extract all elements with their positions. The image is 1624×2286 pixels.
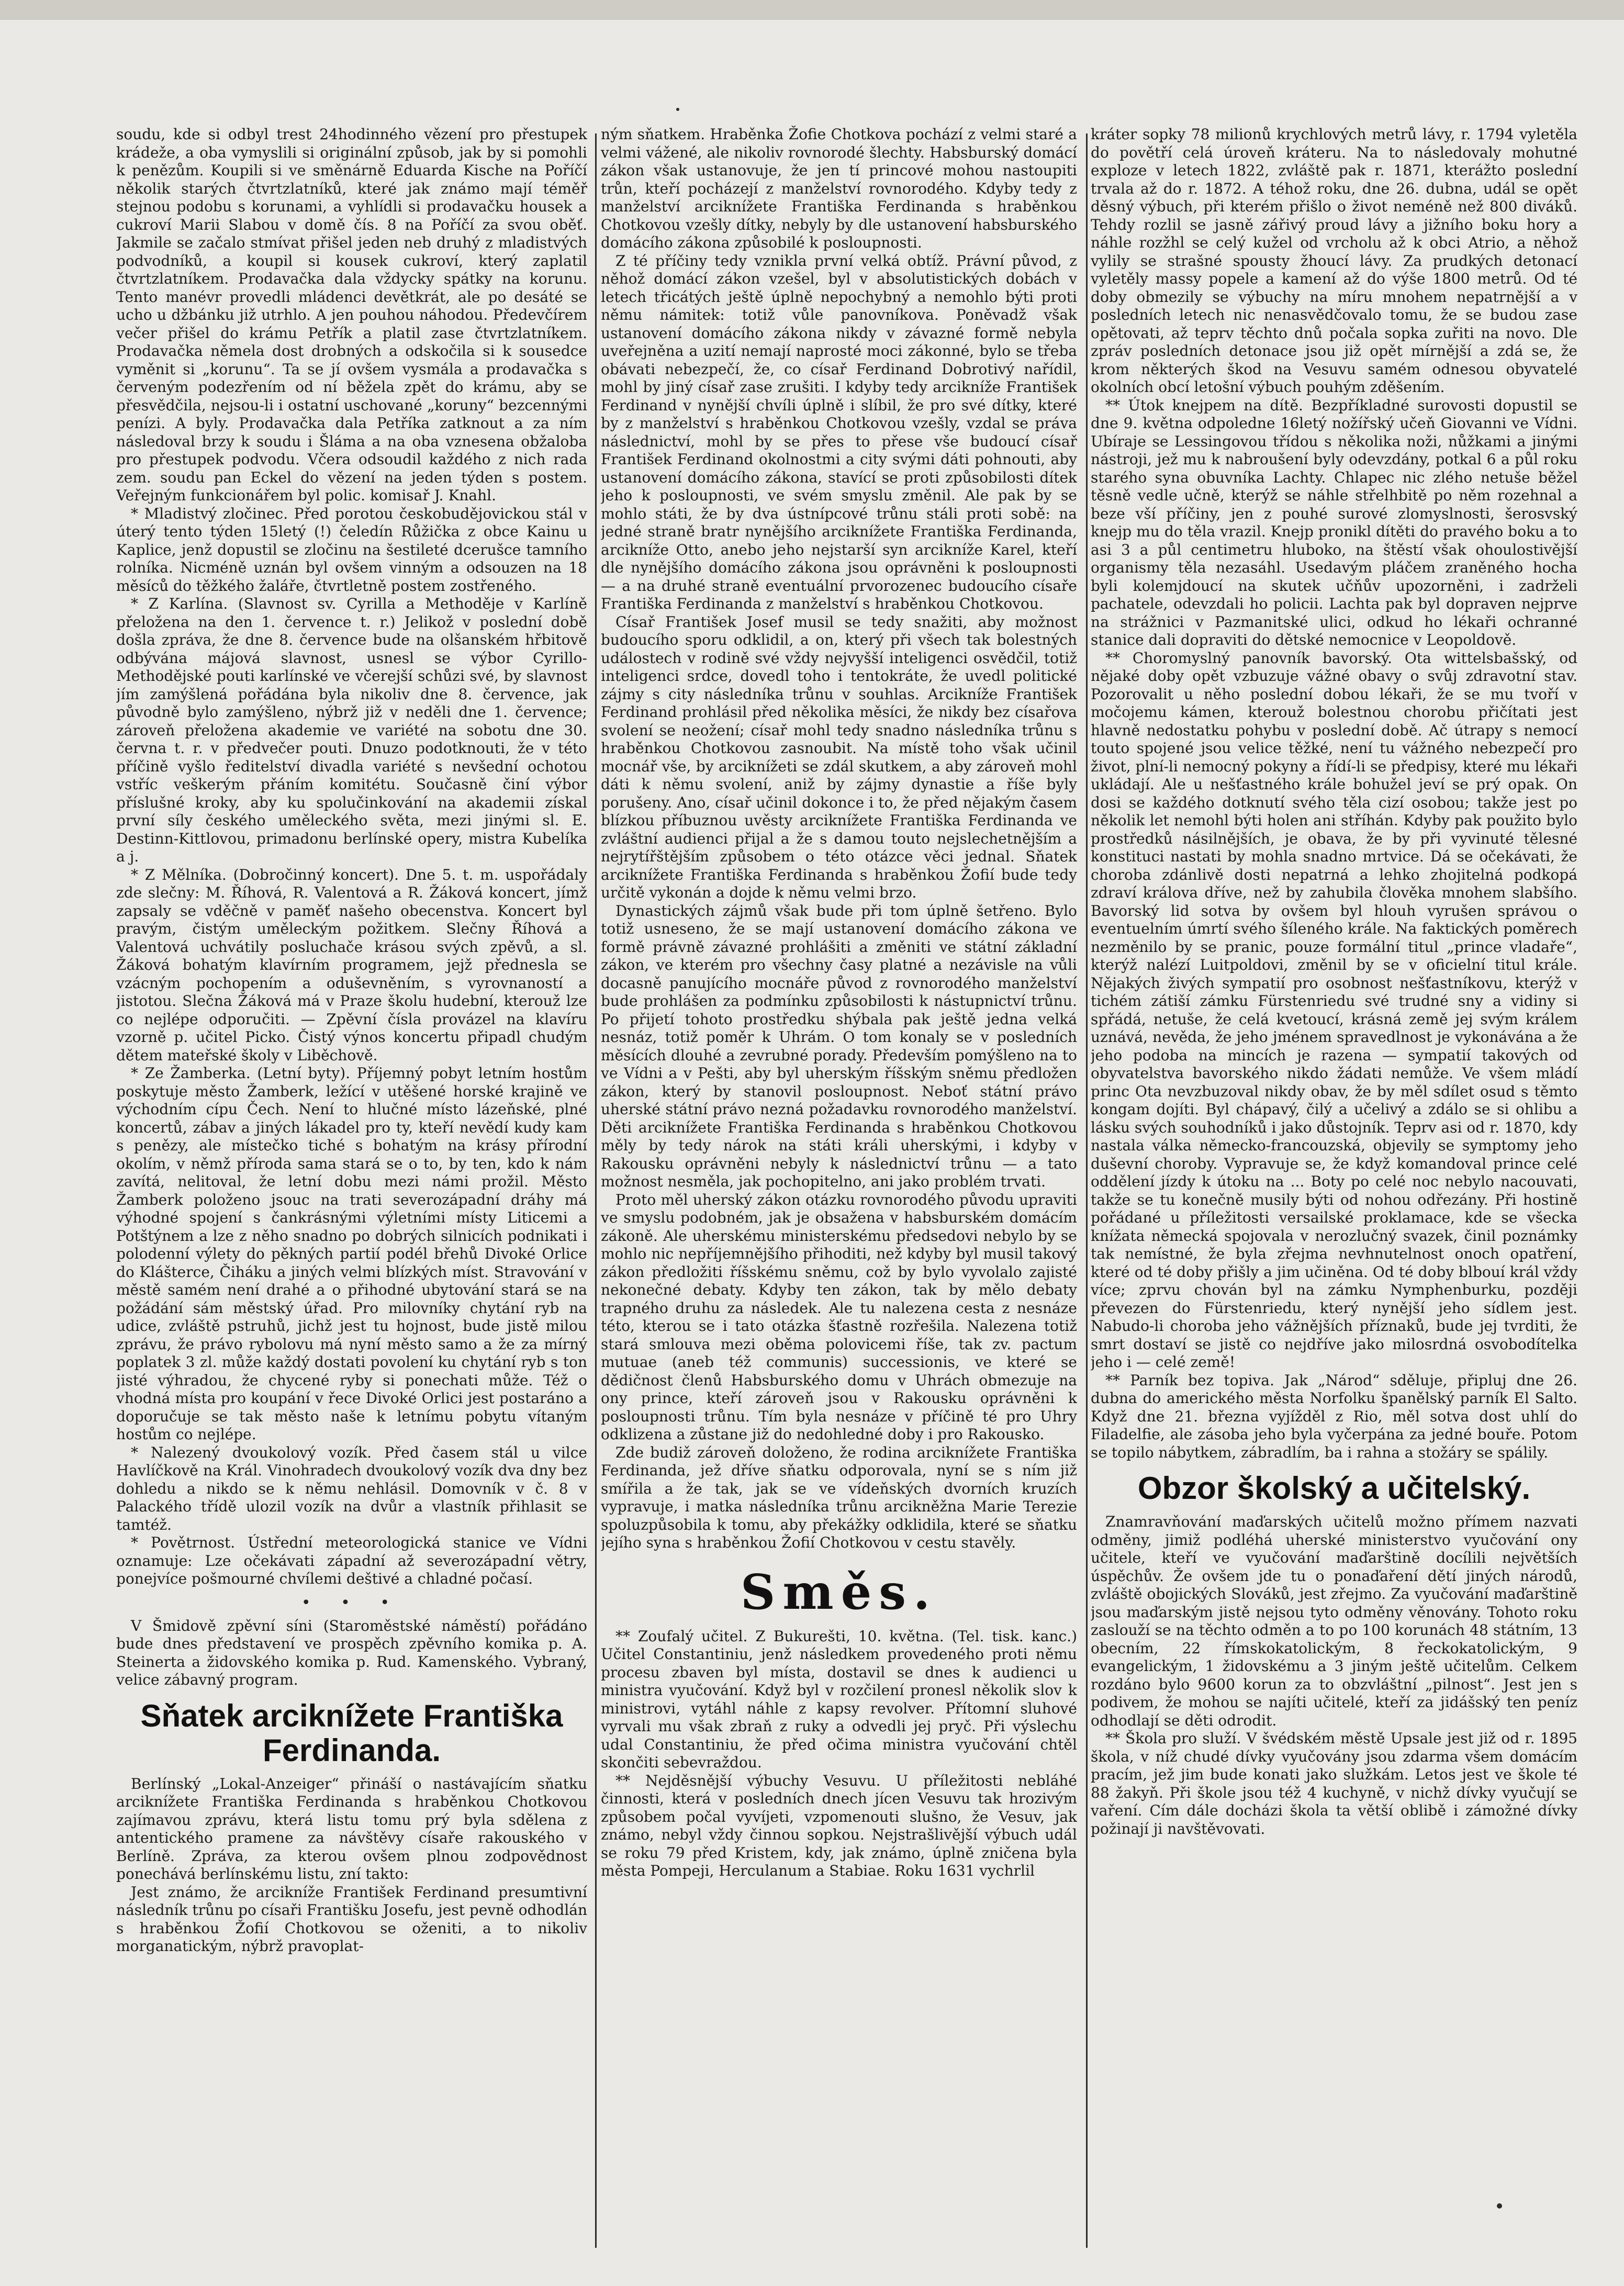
section-heading: Obzor školský a učitelský. [1137,1471,1531,1506]
article-paragraph: Dynastických zájmů však bude při tom úplně šetřeno. Bylo totiž usneseno, že se mají ustanovení domácího zákona ve formě právně závazné prohlášiti a změniti ve státní základní zákon, ve kterém pro všechny časy platné a nezávisle na vůli docasně panujícího mocnáře původ z rovnorodého manželství bude prohlášen za podmínku způsobilosti k nástupnictví trůnu. Po přijetí tohoto prostředku shýbala pak ještě jedna velká nesnáz, totiž poměr k Uhrám. O tom konaly se v posledních měsících dlouhé a zevrubné porady. Především pomýšleno na to ve Vídni a v Pešti, aby byl uherským říšským sněmu předložen zákon, který by stanovil posloupnost. Neboť státní právo uherské státní právo nezná požadavku rovnorodého manželství. Děti arciknížete Františka Ferdinanda s hraběnkou Chotkovou měly by tedy nárok na státi králi uherskými, i kdyby v Rakousku oprávněni nebyly k následnictví trůnu — a tato možnost nesměla, jak pochopitelno, ani jako problém trvati. [601,902,1077,1190]
article-paragraph: Berlínský „Lokal-Anzeiger“ přináší o nastávajícím sňatku arciknížete Františka Ferdinanda s hraběnkou Chotkovou zajímavou zprávu, která listu tomu prý byla sdělena z antentického pramene za návštěvy císaře rakouského v Berlíně. Zpráva, za kterou ovšem plnou zodpovědnost ponechává berlínskému listu, zní takto: [116,1775,587,1882]
article-paragraph: ** Parník bez topiva. Jak „Národ“ sděluje, připluj dne 26. dubna do amerického města Norfolku španělský parník El Salto. Když dne 21. března vyjížděl z Rio, měl sotva dost uhlí do Filadelfie, ale zásoba jeho byla vyčerpána za jedné bouře. Potom se topilo nábytkem, zábradlím, ba i rahna a stožáry se spálily. [1091,1371,1577,1461]
article-paragraph: V Šmidově zpěvní síni (Staroměstské náměstí) pořádáno bude dnes představení ve prospěch zpěvního komika p. A. Steinerta a židovského komika p. Rud. Kamenského. Vybraný, velice zábavný program. [116,1617,587,1688]
ink-speck [676,108,679,111]
article-paragraph: Císař František Josef musil se tedy snažiti, aby možnost budoucího sporu odklidil, a on, který při všech tak bolestných událostech v rodině své vždy nejvyšší inteligenci osvědčil, totiž inteligenci srdce, dovedl toho i tentokráte, že uvedl politické zájmy s city následníka trůnu v souhlas. Arcikníže František Ferdinand prohlásil před několika měsíci, že nikdy bez císařova svolení se neožení; císař mohl tedy snadno následníka trůnu s hraběnkou Chotkovou zasnoubit. Na místě toho však učinil mocnář vše, by arciknížeti se zdál skutkem, a aby zároveň mohl dáti k němu svolení, aniž by zájmy dynastie a říše byly porušeny. Ano, císař učinil dokonce i to, že před nějakým časem blízkou příbuznou uvěsty arciknížete Františka Ferdinanda ve zvláštní audienci přijal a že s damou touto nejslechetnějším a nejrytířštějším způsobem o této otázce věci jednal. Sňatek arciknížete Františka Ferdinanda s hraběnkou Žofií bude tedy určitě vykonán a dojde k němu velmi brzo. [601,613,1077,901]
article-paragraph: * Nalezený dvoukolový vozík. Před časem stál u vilce Havlíčkově na Král. Vinohradech dvoukolový vozík dva dny bez dohledu a nikdo se k němu nehlásil. Domovník v č. 8 v Palackého třídě ulozil vozík na dvůr a vlastník přihlasit se tamtéž. [116,1443,587,1533]
article-paragraph: soudu, kde si odbyl trest 24hodinného vězení pro přestupek krádeže, a oba vymyslili si originální způsob, jak by si pomohli k penězům. Koupili si ve směnárně Eduarda Kische na Poříčí několik starých čtvrtzlatníků, které jak známo mají téměř stejnou podobu s korunami, a vyhlídli si prodavačku housek a cukroví Marii Slabou v domě čís. 8 na Poříčí za svou oběť. Jakmile se začalo stmívat přišel jeden neb druhý z mladistvých podvodníků, a koupil si kousek cukroví, který zaplatil čtvrtzlatníkem. Prodavačka dala vždycky spátky na korunu. Tento manévr provedli mládenci devětkrát, ale po desáté se ucho u džbánku již utrhlo. A jen pouhou náhodou. Předevčírem večer přišel do krámu Petřík a platil zase čtvrtzlatníkem. Prodavačka němela dost drobných a odskočila si k sousedce vyměnit si „korunu“. Ta se jí ovšem vysmála a prodavačka s červeným podezřením od ní běžela zpět do krámu, aby se přesvědčila, nejsou-li i ostatní uschované „koruny“ bezcennými penízi. A byly. Prodavačka dala Petříka zatknout a za ním následoval brzy k soudu i Šláma a na oba vznesena obžaloba pro přestupek podvodu. Včera odsoudil každého z nich rada zem. soudu pan Eckel do vězení na jeden týden s postem. Veřejným funkcionářem byl polic. komisař J. Knahl. [116,126,587,504]
article-paragraph: * Ze Žamberka. (Letní byty). Příjemný pobyt letním hostům poskytuje město Žamberk, ležící v utěšené horské krajině ve východním cípu Čech. Není to hlučné místo lázeňské, plné koncertů, zábav a jiných lákadel pro ty, kteří nevědí kudy kam s penězy, ale místečko tiché s bohatým na krásy přírodní okolím, v němž příroda sama stará se o to, by ten, kdo k nám zavítá, nelitoval, že letní dobu mezi námi prožil. Město Žamberk položeno jsouc na trati severozápadní dráhy má výhodné spojení s čankrásnými výletními místy Liticemi a Potštýnem a lze z něho snadno po dobrých silnicích podnikati i polodenní výlety do pěkných partií podél břehů Divoké Orlice do Klášterce, Čiháku a jiných velmi blízkých míst. Stravování v městě samém není drahé a o přihodné ubytování stará se na požádání sám městský úřad. Pro milovníky chytání ryb na udice, zvláště pstruhů, jichž jest tu hojnost, bude jistě milou zprávu, že právo rybolovu má nyní město samo a že za mírný poplatek 3 zl. může každý dostati povolení ku chytání ryb s ton jisté výhradou, že chycené ryby si ponechati může. Též o vhodná místa pro koupání v řece Divoké Orlici jest postaráno a doporučuje se tak město naše k letnímu pobytu vítaným hostům co nejlépe. [116,1064,587,1443]
article-paragraph: ** Choromyslný panovník bavorský. Ota wittelsbašský, od nějaké doby opět vzbuzuje vážné obavy o svůj zdravotní stav. Pozorovalit u něho poslední dobou lékaři, že se mu tvoří v močojemu kámen, kterouž bolestnou chorobu přičítati jest hlavně nedostatku pohybu v poslední době. Ač útrapy s nemocí touto spojené jsou velice těžké, není tu vážného nebezpečí pro život, plní-li nemocný pokyny a řídí-li se předpisy, které mu lékaři ukládají. Ale u nešťastného krále bohužel jeví se prý opak. On dosi se každého dotknutí svého těla cizí osobou; takže jest po několik let nemohl býti holen ani stříhán. Kdyby pak použito bylo prostředků násilnějších, je obava, že by při vyvinuté tělesné konstituci nastati by mohla snadno mrtvice. Dá se očekávati, že choroba zdánlivě dosti nepatrná a lehko zhojitelná podkopá zdraví králova dříve, než by zahubila člověka mnohem slabšího. Bavorský lid sotva by ovšem byl hlouh vyrušen správou o eventuelním úmrtí svého šíleného krále. Na faktických poměrech nezměnilo by se pranic, pouze formální titul „prince vladaře“, kterýž nalézí Luitpoldovi, změnil by se v oficielní titul krále. Nějakých živých sympatií pro osobnost nešťastníkovu, kterýž v tichém zátiší zámku Fürstenriedu své trudné sny a vidiny si spřádá, netuše, že celá kvetoucí, krásná země jej svým králem uznává, nevěda, že jeho jménem spravedlnost je vykonávána a že jeho podoba na mincích je razena — sympatií takových od obyvatelstva bavorského nikdo žádati nemůže. Ve všem mládí princ Ota nevzbuzoval nikdy obav, že by měl sdílet osud s těmto kongam dojíti. Byl chápavý, čilý a učelivý a zdálo se si ohlibu a lásku svých souhodníků i jako důstojník. Teprv asi od r. 1870, kdy nastala válka německo-francouzská, objevily se symptomy jeho duševní choroby. Vypravuje se, že když komandoval prince celé oddělení jízdy k útoku na ... Boty po celé noc nebylo nacouvati, takže se tu konečně musily býti od nohou odřezány. Při hostině pořádané u příležitosti versailské proklamace, kde se všecka knížata německá spojovala v nerozlučný svazek, činil poznámky tak nemístné, že byla zřejma nevhnutelnost onoch opatření, které od té doby přišly a jim učiněna. Od té doby blbouí král vždy více; zprvu chován byl na zámku Nymphenburku, později převezen do Fürstenriedu, který nynější jeho sídlem jest. Nabudo-li choroba jeho vážnějších příznaků, bude jej tvrditi, že smrt dostaví se jistě co nejdříve jako milosrdná osvobodítelka jeho i — celé země! [1091,649,1577,1371]
column-1 [116,126,587,2250]
section-heading: Směs. [740,1563,938,1620]
article-paragraph: kráter sopky 78 milionů krychlových metrů lávy, r. 1794 vyletěla do povětří celá úroveň kráteru. Na to následovaly mohutné exploze v letech 1822, zvláště pak r. 1871, kterážto poslední trvala až do r. 1872. A téhož roku, dne 26. dubna, udál se opět děsný výbuch, při kterém přišlo o život neméně než 800 diváků. Tehdy rozlil se jasně zářivý proud lávy a jižního boku hory a náhle rozžhl se celý kužel od vrcholu až k obci Atrio, a něhož vylily se strašné spousty žhoucí lávy. Za prudkých detonací vyletěly massy popele a kamení až do výše 1800 metrů. Od té doby obmezily se výbuchy na míru mnohem nepatrnější a v posledních letech nic nenasvědčovalo tomu, že se budou zase opětovati, až teprv těchto dnů počala sopka zuřiti na novo. Dle zpráv posledních detonace jsou již opět mírnější a zdá se, že krom některých škod na Vesuvu samém odnesou obyvatelé okolních obcí letošní výbuch pouhým zděšením. [1091,126,1577,396]
article-headline: Sňatek arciknížete Františka Ferdinanda. [140,1698,563,1768]
article-paragraph: ** Škola pro služí. V švédském městě Upsale jest již od r. 1895 škola, v níž chudé dívky vyučovány jsou zdarma všem domácím pracím, jež jim bude konati jako služkám. Letos jest ve škole té 88 žakyň. Při škole jsou též 4 kuchyně, v nichž dívky vyučují se vaření. Cím dále docházi škola ta větší oblibě i zámožné dívky požinají ji navštěvovati. [1091,1730,1577,1837]
article-paragraph: * Z Mělníka. (Dobročinný koncert). Dne 5. t. m. uspořádaly zde slečny: M. Říhová, R. Valentová a R. Žáková koncert, jímž zapsaly se vděčně v paměť našeho obecenstva. Koncert byl pravým, čistým uměleckým požitkem. Slečny Říhová a Valentová uchvátily posluchače krásou svých zpěvů, a sl. Žáková bohatým klavírním programem, jejž přednesla se vzácným pochopením a oduševněním, s vyrovnaností a jistotou. Slečna Žáková má v Praze školu hudební, kterouž lze co nejlépe odporučiti. — Zpěvní čísla provázel na klavíru vzorně p. učitel Picko. Čistý výnos koncertu připadl chudým dětem mateřské školy v Liběchově. [116,866,587,1064]
page-columns [116,126,1579,2250]
scan-edge [0,0,1624,20]
article-paragraph: ** Zoufalý učitel. Z Bukurešti, 10. května. (Tel. tisk. kanc.) Učitel Constantiniu, jenž následkem provedeného proti němu procesu zbaven byl místa, dostavil se dnes k audienci u ministra vyučování. Když byl v rozčilení pronesl několik slov k ministrovi, vytáhl náhle z kapsy revolver. Přítomní sluhové vyrvali mu však zbraň z ruky a odvedli jej pryč. Při výslechu udal Constantiniu, že před očima ministra vyučování chtěl skončiti sebevraždou. [601,1627,1077,1771]
article-paragraph: ným sňatkem. Hraběnka Žofie Chotkova pochází z velmi staré a velmi vážené, ale nikoliv rovnorodé šlechty. Habsburský domácí zákon však ustanovuje, že jen tí princové mohou nastoupiti trůn, kteří pocházejí z manželství rovnorodého. Kdyby tedy z manželství arciknížete Františka Ferdinanda s hraběnkou Chotkovou vzešly dítky, nebyly by dle ustanovení habsburského domácího zákona způsobilé k posloupnosti. [601,126,1077,251]
article-paragraph: * Z Karlína. (Slavnost sv. Cyrilla a Methoděje v Karlíně přeložena na den 1. července t. r.) Jelikož v poslední době došla zpráva, že dne 8. července bude na olšanském hřbitově odbývána májová slavnost, usnesl se výbor Cyrillo-Methodějské pouti karlínské ve včerejší schůzi své, by slavnost jím zamýšlená pořádána byla nikoliv dne 8. července, jak původně bylo zamýšleno, nýbrž již v neděli dne 1. července; zároveň přeložena akademie ve variété na sobotu dne 30. června t. r. v předvečer pouti. Dnuzo podotknouti, že v této příčině vyšlo ředitelství divadla variété s nevšední ochotou vstříc veškerým přáním komitétu. Současně činí výbor příslušné kroky, aby ku spolučinkování na akademii získal první síly českého uměleckého světa, mezi jinými sl. E. Destinn-Kittlovou, primadonu berlínské opery, mistra Kubelíka a j. [116,595,587,865]
article-paragraph: * Povětrnost. Ústřední meteorologická stanice ve Vídni oznamuje: Lze očekávati západní až severozápadní větry, ponejvíce pošmourné chvílemi deštivé a chladné počasí. [116,1534,587,1587]
article-paragraph: Jest známo, že arcikníže František Ferdinand presumtivní následník trůnu po císaři Františku Josefu, jest pevně odhodlán s hraběnkou Žofií Chotkovou se oženiti, a to nikoliv morganatickým, nýbrž pravoplat- [116,1883,587,1955]
article-paragraph: * Mladistvý zločinec. Před porotou českobudějovickou stál v úterý tento týden 15letý (!) čeledín Růžička z obce Kainu u Kaplice, jenž dopustil se zločinu na šestileté dcerušce tamního rolníka. Nicméně uznán byl ovšem vinným a odsouzen na 18 měsíců do těžkého žaláře, čtvrtletně postem zostřeného. [116,505,587,595]
column-2 [601,126,1077,2250]
article-paragraph: Znamravňování maďarských učitelů možno přímem nazvati odměny, jimiž podléhá uherské ministerstvo vyučování ony učitele, kteří ve vyučování maďarštině docílili největších úspěchův. Že ovšem jde tu o ponaďaření dětí jiných národů, zvláště obojických Slováků, jest zřejmo. Za vyučování maďarštině jsou maďarským jistě nejsou tyto odměny věnovány. Tohoto roku zaslouží se na těchto odměn a to po 100 korunách 48 státním, 13 obecním, 22 římskokatolickým, 8 řeckokatolickým, 9 evangelickým, 1 židovskému a 3 jiným ještě učitelům. Celkem rozdáno bylo 9600 korun za to obzvláštní „pilnost“. Jest jen s podivem, že mohou se najíti učitelé, kteří za jidášský ten peníz odhodlají se děti odrodit. [1091,1513,1577,1729]
article-paragraph: Z té příčiny tedy vznikla první velká obtíž. Právní původ, z něhož domácí zákon vzešel, byl v absolutistických dobách v letech třicátých ještě úplně nepochybný a nemohlo býti proti němu námitek: totiž vůle panovníkova. Poněvadž však ustanovení domácího zákona nikdy v závazné formě nebyla uveřejněna a uzití nemají naprosté moci zákonné, bylo se třeba obávati nebezpečí, že, co císař Ferdinand Dobrotivý nařídil, mohl by jiný císař zase zrušiti. I kdyby tedy arcikníže František Ferdinand v nynější chvíli úplně i slíbil, že pro své dítky, které by z manželství s hraběnkou Chotkovou vzešly, vzdal se práva následnictví, mohl by se přes to přese vše budoucí císař František Ferdinand okolnostmi a city svými dáti pohnouti, aby ustanovení domácího zákona, stavící se proti způsobilosti dítek jeho k posloupnosti, ve svém smyslu změnil. Ale pak by se mohlo státi, že by dva ústnípcové trůnu stáli proti sobě: na jedné straně bratr nynějšího arciknížete Františka Ferdinanda, arcikníže Otto, anebo jeho nejstarší syn arcikníže Karel, kteří dle nynějšího domácího zákona jsou oprávněni k posloupnosti — a na druhé straně eventuální prvorozenec budoucího císaře Františka Ferdinanda z manželství s hraběnkou Chotkovou. [601,252,1077,612]
article-paragraph: Zde budiž zároveň doloženo, že rodina arciknížete Františka Ferdinanda, jež dříve sňatku odporovala, nyní se s ním již smířila a že tak, jak se ve vídeňských dvorních kruzích vypravuje, i matka následníka trůnu arcikněžna Marie Terezie spoluzpůsobila k tomu, aby překážky odklidila, které se sňatku jejího syna s hraběnkou Žofií Chotkovou v cestu stavěly. [601,1443,1077,1551]
article-paragraph: ** Útok knejpem na dítě. Bezpříkladné surovosti dopustil se dne 9. května odpoledne 16letý nožířský učeň Giovanni ve Vídni. Ubíraje se Lessingovou třídou s několika noži, nůžkami a jinými nástroji, jež mu k nabroušení byly odevzdány, potkal 6 a půl roku starého syna obuvníka Lachty. Chlapec nic zlého netuše běžel těsně vedle učně, kterýž se náhle střelhbitě po něm rozehnal a beze vší příčiny, jen z pouhé surové zlomyslnosti, šerosvský knejp mu do těla vrazil. Knejp pronikl dítěti do pravého boku a to asi 3 a půl centimetru hluboko, na štěstí však ohoulostivější organismy těla nezasáhl. Usedavým pláčem zraněného hocha byli kolemjdoucí na skutek učňův upozorněni, i zadrželi pachatele, odevzdali ho policii. Lachta pak byl dopraven nejprve na strážnici v Pazmanitské ulici, odkud ho lékaři ochranné stanice dali dopraviti do dětské nemocnice v Leopoldově. [1091,396,1577,648]
separator-dots: • • • [301,1593,402,1612]
article-paragraph: ** Nejděsnější výbuchy Vesuvu. U příležitosti nebláhé činnosti, která v posledních dnech jícen Vesuvu tak hrozivým způsobem počal vyvíjeti, vzpomenouti slušno, že Vesuv, jak známo, nebyl vždy činnou sopkou. Nejstrašlivější výbuch udál se roku 79 před Kristem, kdy, jak známo, úplně zničena byla města Pompeji, Herculanum a Stabiae. Roku 1631 vychrlil [601,1772,1077,1879]
article-paragraph: Proto měl uherský zákon otázku rovnorodého původu upraviti ve smyslu podobném, jak je obsažena v habsburském domácím zákoně. Ale uherskému ministerskému předsedovi nebylo by se mohlo nic nepříjemnějšího přihoditi, než kdyby byl musil takový zákon předložiti říšskému sněmu, což by bylo vyvolalo zajisté nekonečné debaty. Kdyby ten zákon, tak by mělo debaty trapného druhu za následek. Ale tu nalezena cesta z nesnáze této, kterou se i tato otázka šťastně rozřešila. Nalezena totiž stará smlouva mezi oběma polovicemi říše, tak zv. pactum mutuae (aneb též communis) successionis, ve které se dědičnost členů Habsburského domu v Uhrách obmezuje na ony prince, kteří zároveň jsou v Rakousku oprávněni k posloupnosti trůnu. Tím byla nesnáze v příčině té pro Uhry odklizena a zůstane již do nedohledné doby i pro Rakousko. [601,1191,1077,1443]
column-3 [1091,126,1577,2250]
